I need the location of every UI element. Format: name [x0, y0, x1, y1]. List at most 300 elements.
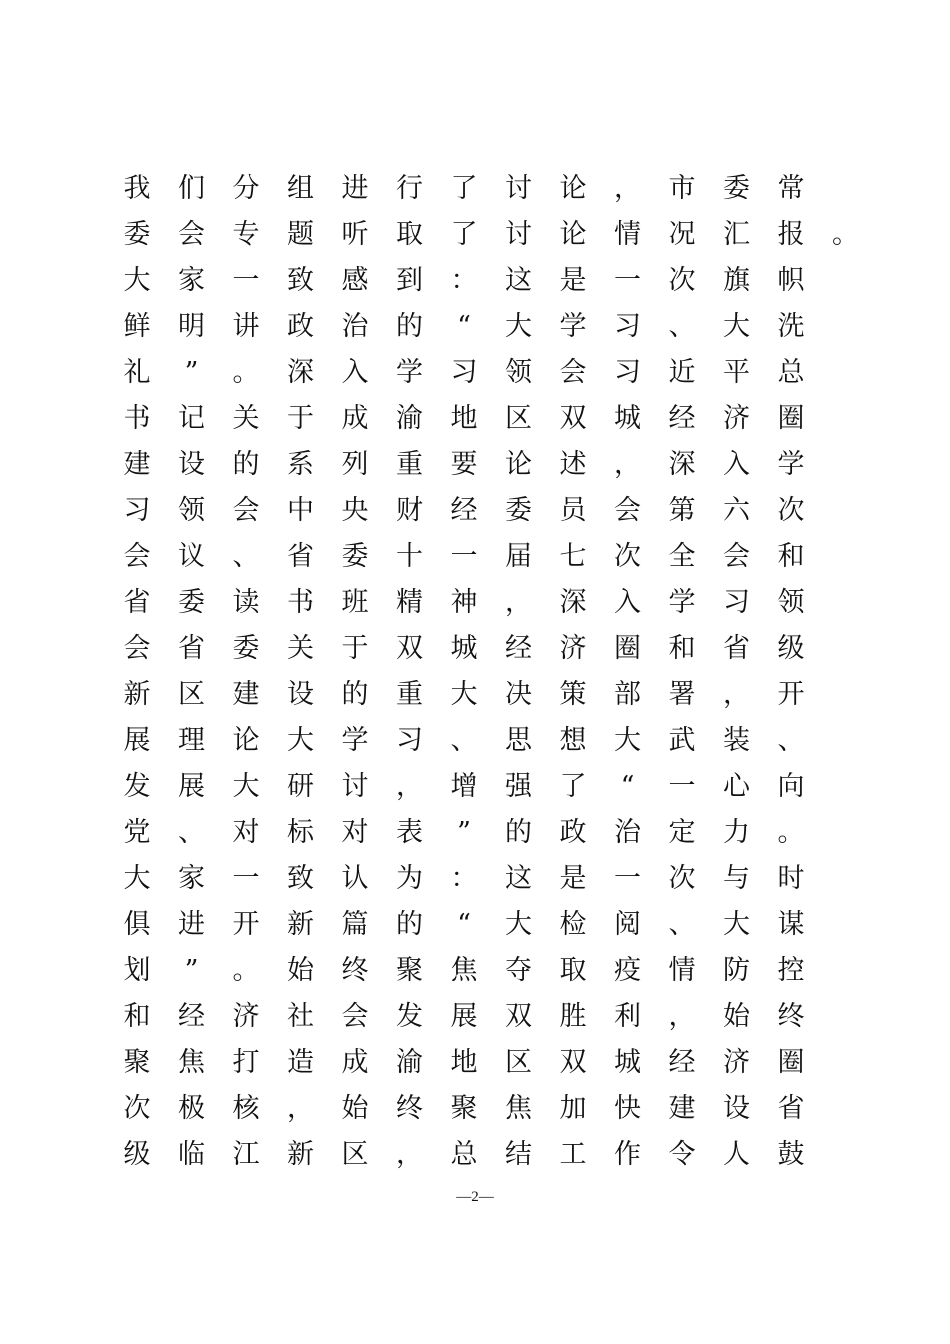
text-char: 、 — [777, 725, 805, 756]
text-char: 圈 — [777, 403, 805, 434]
text-char: 到 — [396, 265, 423, 296]
text-char: 工 — [559, 1139, 587, 1170]
text-char: 级 — [777, 633, 805, 664]
text-char: 委 — [178, 587, 205, 618]
text-char: 总 — [450, 1139, 478, 1170]
text-char: “ — [457, 909, 471, 940]
text-char: 这 — [505, 265, 532, 296]
body-text — [110, 166, 859, 1178]
text-char: ， — [505, 587, 532, 618]
text-char: 造 — [287, 1047, 314, 1078]
text-char: 和 — [777, 541, 805, 572]
text-char: 记 — [178, 403, 205, 434]
text-char: 新 — [123, 679, 151, 710]
text-char: 向 — [777, 771, 805, 802]
text-char: 地 — [450, 1047, 478, 1078]
text-char: 的 — [505, 817, 532, 848]
text-char: 对 — [341, 817, 369, 848]
text-char: 阅 — [614, 909, 641, 940]
text-char: ： — [450, 863, 478, 894]
text-char: 书 — [123, 403, 151, 434]
text-char: 论 — [559, 173, 587, 204]
text-char: 次 — [668, 265, 696, 296]
text-char: 、 — [232, 541, 260, 572]
text-char: 学 — [668, 587, 696, 618]
text-char: 了 — [559, 771, 587, 802]
text-char: 会 — [178, 219, 205, 250]
text-char: 力 — [723, 817, 750, 848]
text-char: 时 — [777, 863, 805, 894]
text-char: 大 — [232, 771, 260, 802]
text-char: 疫 — [614, 955, 641, 986]
text-line — [110, 304, 850, 350]
text-char: 政 — [287, 311, 314, 342]
text-char: 思 — [505, 725, 532, 756]
text-char: 终 — [777, 1001, 805, 1032]
text-char: 焦 — [450, 955, 478, 986]
text-char: 帜 — [777, 265, 805, 296]
text-char: 省 — [777, 1093, 805, 1124]
text-line — [110, 212, 859, 258]
text-char: 情 — [614, 219, 641, 250]
text-char: 设 — [178, 449, 205, 480]
text-char: 经 — [505, 633, 532, 664]
text-char: 关 — [287, 633, 314, 664]
text-char: 。 — [232, 357, 260, 388]
text-char: 这 — [505, 863, 532, 894]
text-char: ” — [457, 817, 471, 848]
text-char: 心 — [723, 771, 750, 802]
text-char: “ — [457, 311, 471, 342]
text-char: 终 — [396, 1093, 423, 1124]
text-char: 策 — [559, 679, 587, 710]
text-char: 终 — [341, 955, 369, 986]
text-char: 想 — [559, 725, 587, 756]
text-char: 双 — [396, 633, 423, 664]
text-char: 一 — [614, 863, 641, 894]
text-char: 定 — [668, 817, 696, 848]
text-char: 大 — [614, 725, 641, 756]
text-char: ， — [614, 173, 641, 204]
text-char: 会 — [341, 1001, 369, 1032]
text-line — [110, 442, 850, 488]
text-char: 核 — [232, 1093, 260, 1124]
text-char: 员 — [559, 495, 587, 526]
text-char: 读 — [232, 587, 260, 618]
text-char: 济 — [723, 403, 750, 434]
text-char: 发 — [396, 1001, 423, 1032]
text-line — [110, 626, 850, 672]
text-char: 济 — [723, 1047, 750, 1078]
text-char: 六 — [723, 495, 750, 526]
text-char: 的 — [396, 909, 423, 940]
text-char: 快 — [614, 1093, 641, 1124]
text-char: ， — [614, 449, 641, 480]
text-char: 大 — [123, 863, 151, 894]
text-char: 感 — [341, 265, 369, 296]
text-char: ： — [450, 265, 478, 296]
text-char: 致 — [287, 863, 314, 894]
text-char: 习 — [614, 357, 641, 388]
text-char: 班 — [341, 587, 369, 618]
text-char: 会 — [232, 495, 260, 526]
text-char: 济 — [559, 633, 587, 664]
text-char: 控 — [777, 955, 805, 986]
text-char: 地 — [450, 403, 478, 434]
text-char: 与 — [723, 863, 750, 894]
text-char: 划 — [123, 955, 151, 986]
text-char: 习 — [123, 495, 151, 526]
text-char: 研 — [287, 771, 314, 802]
text-char: 胜 — [559, 1001, 587, 1032]
text-char: 、 — [450, 725, 478, 756]
text-char: 会 — [123, 541, 151, 572]
text-char: 论 — [232, 725, 260, 756]
text-char: 旗 — [723, 265, 750, 296]
text-char: 省 — [123, 587, 151, 618]
text-char: 新 — [287, 909, 314, 940]
text-char: 人 — [723, 1139, 750, 1170]
text-char: 情 — [668, 955, 696, 986]
text-char: 进 — [341, 173, 369, 204]
text-char: 展 — [178, 771, 205, 802]
text-char: 七 — [559, 541, 587, 572]
text-char: ， — [396, 771, 423, 802]
text-char: 中 — [287, 495, 314, 526]
text-char: 常 — [777, 173, 805, 204]
text-char: 一 — [232, 265, 260, 296]
text-char: 发 — [123, 771, 151, 802]
text-char: 治 — [341, 311, 369, 342]
text-char: 双 — [559, 403, 587, 434]
page-number: —2— — [456, 1189, 494, 1205]
text-char: 取 — [559, 955, 587, 986]
text-char: 打 — [232, 1047, 260, 1078]
text-char: 平 — [723, 357, 750, 388]
text-char: 领 — [505, 357, 532, 388]
text-char: 系 — [287, 449, 314, 480]
text-char: 决 — [505, 679, 532, 710]
text-char: 学 — [559, 311, 587, 342]
text-char: 为 — [396, 863, 423, 894]
text-char: 次 — [668, 863, 696, 894]
text-char: 神 — [450, 587, 478, 618]
text-char: 江 — [232, 1139, 260, 1170]
text-char: 。 — [832, 219, 859, 250]
text-char: 、 — [668, 311, 696, 342]
text-char: 新 — [287, 1139, 314, 1170]
text-char: 标 — [287, 817, 314, 848]
text-char: 党 — [123, 817, 151, 848]
text-line — [110, 534, 850, 580]
text-char: 论 — [559, 219, 587, 250]
text-char: 治 — [614, 817, 641, 848]
text-line — [110, 488, 850, 534]
text-char: 开 — [232, 909, 260, 940]
text-char: 经 — [178, 1001, 205, 1032]
text-char: 省 — [178, 633, 205, 664]
text-char: 领 — [777, 587, 805, 618]
text-char: 学 — [777, 449, 805, 480]
text-char: 领 — [178, 495, 205, 526]
text-line — [110, 672, 850, 718]
text-char: 重 — [396, 449, 423, 480]
text-char: 。 — [232, 955, 260, 986]
text-char: 利 — [614, 1001, 641, 1032]
text-char: 入 — [341, 357, 369, 388]
text-char: 谋 — [777, 909, 805, 940]
text-char: 夺 — [505, 955, 532, 986]
text-char: 聚 — [396, 955, 423, 986]
text-char: 习 — [614, 311, 641, 342]
text-char: 篇 — [341, 909, 369, 940]
text-line — [110, 1132, 850, 1178]
text-char: 对 — [232, 817, 260, 848]
text-char: 济 — [232, 1001, 260, 1032]
text-char: 聚 — [450, 1093, 478, 1124]
text-char: 进 — [178, 909, 205, 940]
text-char: ， — [287, 1093, 314, 1124]
text-char: 一 — [614, 265, 641, 296]
text-char: 的 — [396, 311, 423, 342]
text-char: 会 — [123, 633, 151, 664]
text-char: 习 — [396, 725, 423, 756]
text-char: 防 — [723, 955, 750, 986]
text-char: 会 — [559, 357, 587, 388]
text-char: 设 — [287, 679, 314, 710]
text-char: 、 — [668, 909, 696, 940]
text-char: 深 — [287, 357, 314, 388]
text-char: 令 — [668, 1139, 696, 1170]
text-char: 区 — [341, 1139, 369, 1170]
text-char: 署 — [668, 679, 696, 710]
text-char: 是 — [559, 265, 587, 296]
text-char: 行 — [396, 173, 423, 204]
text-char: 题 — [287, 219, 314, 250]
text-line — [110, 1086, 850, 1132]
text-char: 讨 — [505, 219, 532, 250]
text-char: 社 — [287, 1001, 314, 1032]
text-char: 临 — [178, 1139, 205, 1170]
text-char: “ — [620, 771, 635, 802]
text-char: 级 — [123, 1139, 151, 1170]
text-char: 设 — [723, 1093, 750, 1124]
text-char: 礼 — [123, 357, 151, 388]
text-line — [110, 764, 850, 810]
text-line — [110, 718, 850, 764]
text-char: 报 — [777, 219, 805, 250]
text-char: 和 — [668, 633, 696, 664]
text-char: 渝 — [396, 403, 423, 434]
text-char: 央 — [341, 495, 369, 526]
text-char: 认 — [341, 863, 369, 894]
text-char: 听 — [341, 219, 369, 250]
text-char: 圈 — [777, 1047, 805, 1078]
text-char: 关 — [232, 403, 260, 434]
text-char: 建 — [668, 1093, 696, 1124]
text-char: 论 — [505, 449, 532, 480]
text-char: 会 — [614, 495, 641, 526]
text-char: 十 — [396, 541, 423, 572]
text-char: 家 — [178, 863, 205, 894]
text-char: 届 — [505, 541, 532, 572]
text-char: 委 — [505, 495, 532, 526]
text-char: 是 — [559, 863, 587, 894]
text-char: 焦 — [505, 1093, 532, 1124]
text-char: 组 — [287, 173, 314, 204]
text-char: ” — [184, 357, 199, 388]
text-line — [110, 350, 850, 396]
text-char: 鼓 — [777, 1139, 805, 1170]
text-char: 一 — [450, 541, 478, 572]
text-line — [110, 258, 850, 304]
text-char: 汇 — [723, 219, 750, 250]
text-char: 大 — [505, 909, 532, 940]
text-char: 鲜 — [123, 311, 151, 342]
text-char: 近 — [668, 357, 696, 388]
text-char: 深 — [668, 449, 696, 480]
text-char: 况 — [668, 219, 696, 250]
text-char: 和 — [123, 1001, 151, 1032]
text-char: 次 — [614, 541, 641, 572]
text-char: 书 — [287, 587, 314, 618]
text-char: 双 — [559, 1047, 587, 1078]
text-char: 建 — [232, 679, 260, 710]
text-char: 的 — [232, 449, 260, 480]
text-char: 强 — [505, 771, 532, 802]
text-char: 城 — [614, 403, 641, 434]
text-char: 取 — [396, 219, 423, 250]
text-char: 装 — [723, 725, 750, 756]
text-char: 议 — [178, 541, 205, 572]
text-char: 区 — [178, 679, 205, 710]
text-line — [110, 810, 850, 856]
text-char: 成 — [341, 403, 369, 434]
text-line — [110, 580, 850, 626]
text-char: 。 — [777, 817, 805, 848]
text-char: ， — [396, 1139, 423, 1170]
text-char: 区 — [505, 403, 532, 434]
text-char: 的 — [341, 679, 369, 710]
text-char: 表 — [396, 817, 423, 848]
text-char: 市 — [668, 173, 696, 204]
text-char: 于 — [287, 403, 314, 434]
text-char: 经 — [668, 1047, 696, 1078]
text-char: 专 — [232, 219, 260, 250]
text-char: 致 — [287, 265, 314, 296]
text-char: 列 — [341, 449, 369, 480]
text-char: 我 — [123, 173, 151, 204]
text-char: 渝 — [396, 1047, 423, 1078]
text-char: 武 — [668, 725, 696, 756]
text-char: 大 — [123, 265, 151, 296]
text-line — [110, 994, 850, 1040]
text-line — [110, 902, 850, 948]
text-char: 重 — [396, 679, 423, 710]
text-char: 检 — [559, 909, 587, 940]
text-char: 省 — [287, 541, 314, 572]
text-char: 经 — [668, 403, 696, 434]
text-char: 增 — [450, 771, 478, 802]
text-char: 展 — [450, 1001, 478, 1032]
text-char: 述 — [559, 449, 587, 480]
text-char: 结 — [505, 1139, 532, 1170]
text-char: 区 — [505, 1047, 532, 1078]
text-char: 次 — [777, 495, 805, 526]
text-char: 会 — [723, 541, 750, 572]
text-line — [110, 396, 850, 442]
text-char: 入 — [614, 587, 641, 618]
text-char: 了 — [450, 173, 478, 204]
text-char: 洗 — [777, 311, 805, 342]
text-char: 双 — [505, 1001, 532, 1032]
text-char: 学 — [341, 725, 369, 756]
text-char: 们 — [178, 173, 205, 204]
text-char: 一 — [668, 771, 696, 802]
text-char: 部 — [614, 679, 641, 710]
text-char: 讲 — [232, 311, 260, 342]
text-char: 深 — [559, 587, 587, 618]
text-char: 财 — [396, 495, 423, 526]
text-char: 委 — [723, 173, 750, 204]
text-line — [110, 948, 850, 994]
text-char: 成 — [341, 1047, 369, 1078]
text-char: 委 — [341, 541, 369, 572]
text-line — [110, 166, 850, 212]
text-char: 委 — [123, 219, 151, 250]
text-char: 要 — [450, 449, 478, 480]
text-char: 城 — [614, 1047, 641, 1078]
text-char: 学 — [396, 357, 423, 388]
text-char: ， — [668, 1001, 696, 1032]
text-char: 省 — [723, 633, 750, 664]
text-char: 次 — [123, 1093, 151, 1124]
text-char: 大 — [723, 311, 750, 342]
text-char: 城 — [450, 633, 478, 664]
text-char: 分 — [232, 173, 260, 204]
text-char: 政 — [559, 817, 587, 848]
text-char: 建 — [123, 449, 151, 480]
text-line — [110, 1040, 850, 1086]
text-char: 大 — [287, 725, 314, 756]
text-char: 精 — [396, 587, 423, 618]
text-char: 极 — [178, 1093, 205, 1124]
text-char: 展 — [123, 725, 151, 756]
text-char: 大 — [450, 679, 478, 710]
text-char: 、 — [178, 817, 205, 848]
text-char: 大 — [723, 909, 750, 940]
text-char: 大 — [505, 311, 532, 342]
text-char: 委 — [232, 633, 260, 664]
text-char: ， — [723, 679, 750, 710]
text-char: 理 — [178, 725, 205, 756]
text-char: 经 — [450, 495, 478, 526]
text-char: 开 — [777, 679, 805, 710]
text-char: 俱 — [123, 909, 151, 940]
text-char: 始 — [287, 955, 314, 986]
text-char: 始 — [341, 1093, 369, 1124]
text-char: 焦 — [178, 1047, 205, 1078]
text-char: 习 — [723, 587, 750, 618]
text-char: 于 — [341, 633, 369, 664]
text-line — [110, 856, 850, 902]
text-char: 入 — [723, 449, 750, 480]
text-char: 习 — [450, 357, 478, 388]
text-char: 讨 — [505, 173, 532, 204]
text-char: 圈 — [614, 633, 641, 664]
text-char: 讨 — [341, 771, 369, 802]
text-char: 第 — [668, 495, 696, 526]
